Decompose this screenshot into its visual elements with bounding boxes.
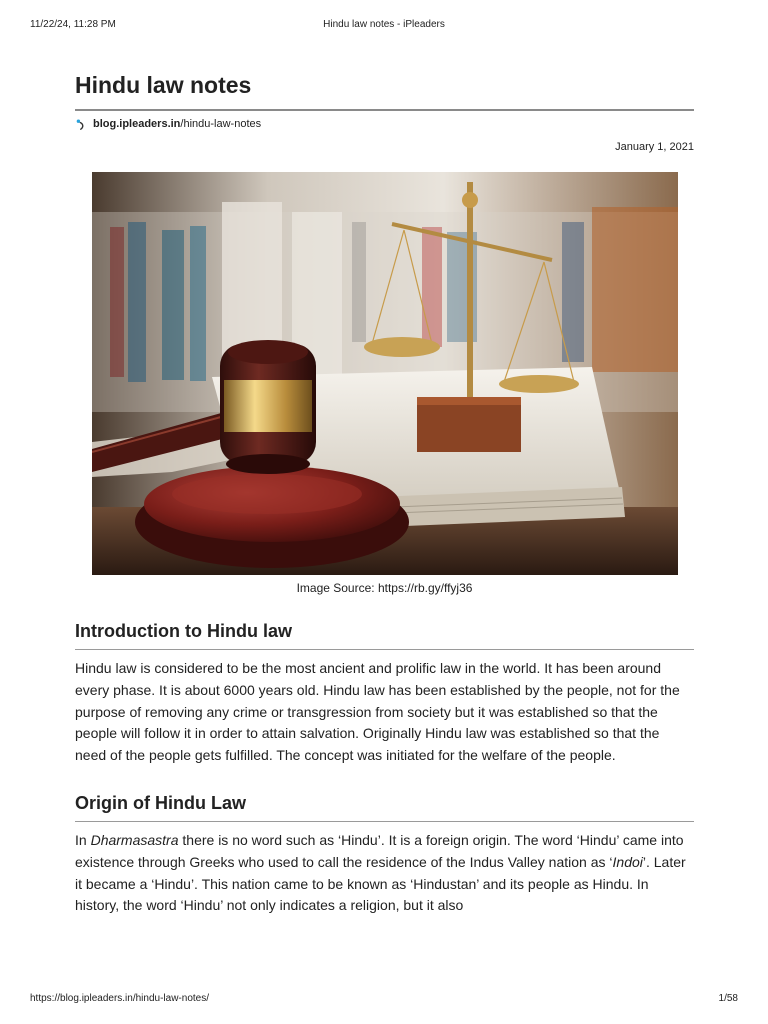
page-number: 1/58: [718, 993, 738, 1004]
origin-term-dharmasastra: Dharmasastra: [90, 832, 179, 849]
section-paragraph-origin: [75, 830, 694, 917]
section-heading-origin: Origin of Hindu Law: [75, 793, 694, 823]
source-domain: blog.ipleaders.in: [93, 117, 181, 130]
print-footer: [30, 993, 738, 1007]
source-path: /hindu-law-notes: [180, 117, 262, 130]
origin-text-in: In: [75, 832, 91, 849]
source-link[interactable]: [93, 118, 261, 130]
section-heading-introduction: Introduction to Hindu law: [75, 621, 694, 651]
source-line: [75, 117, 694, 131]
print-header: [30, 19, 738, 33]
hero-image-gavel-scales: [92, 172, 678, 575]
publish-date: January 1, 2021: [615, 140, 694, 153]
origin-text-rest: ’. Later it became a ‘Hindu’. This nation came to be known as ‘Hindustan’ and its people as Hindu. In history, the word ‘Hindu’ not only indicates a religion, but it also: [75, 854, 686, 914]
print-url: https://blog.ipleaders.in/hindu-law-notes/: [30, 993, 209, 1004]
page-title: Hindu law notes: [75, 70, 694, 111]
article: [75, 70, 694, 917]
print-timestamp: 11/22/24, 11:28 PM: [30, 19, 116, 30]
origin-text-mid: there is no word such as ‘Hindu’. It is a foreign origin. The word ‘Hindu’ came into existence through Greeks who used to call the residence of the Indus Valley nation as ‘: [75, 832, 684, 870]
print-doc-title: Hindu law notes - iPleaders: [323, 19, 445, 30]
link-swirl-icon: [75, 118, 87, 130]
section-paragraph-introduction: Hindu law is considered to be the most ancient and prolific law in the world. It has been around every phase. It is about 6000 years old. Hindu law has been established by the people, not for the purpose of removing any crime or transgression from society but it was established so that the people will follow it in order to attain salvation. Originally Hindu law was established so that the need of the people gets fulfilled. The concept was initiated for the welfare of the people.: [75, 660, 680, 763]
origin-term-indoi: Indoi: [612, 854, 643, 870]
image-caption: Image Source: https://rb.gy/ffyj36: [296, 580, 473, 595]
